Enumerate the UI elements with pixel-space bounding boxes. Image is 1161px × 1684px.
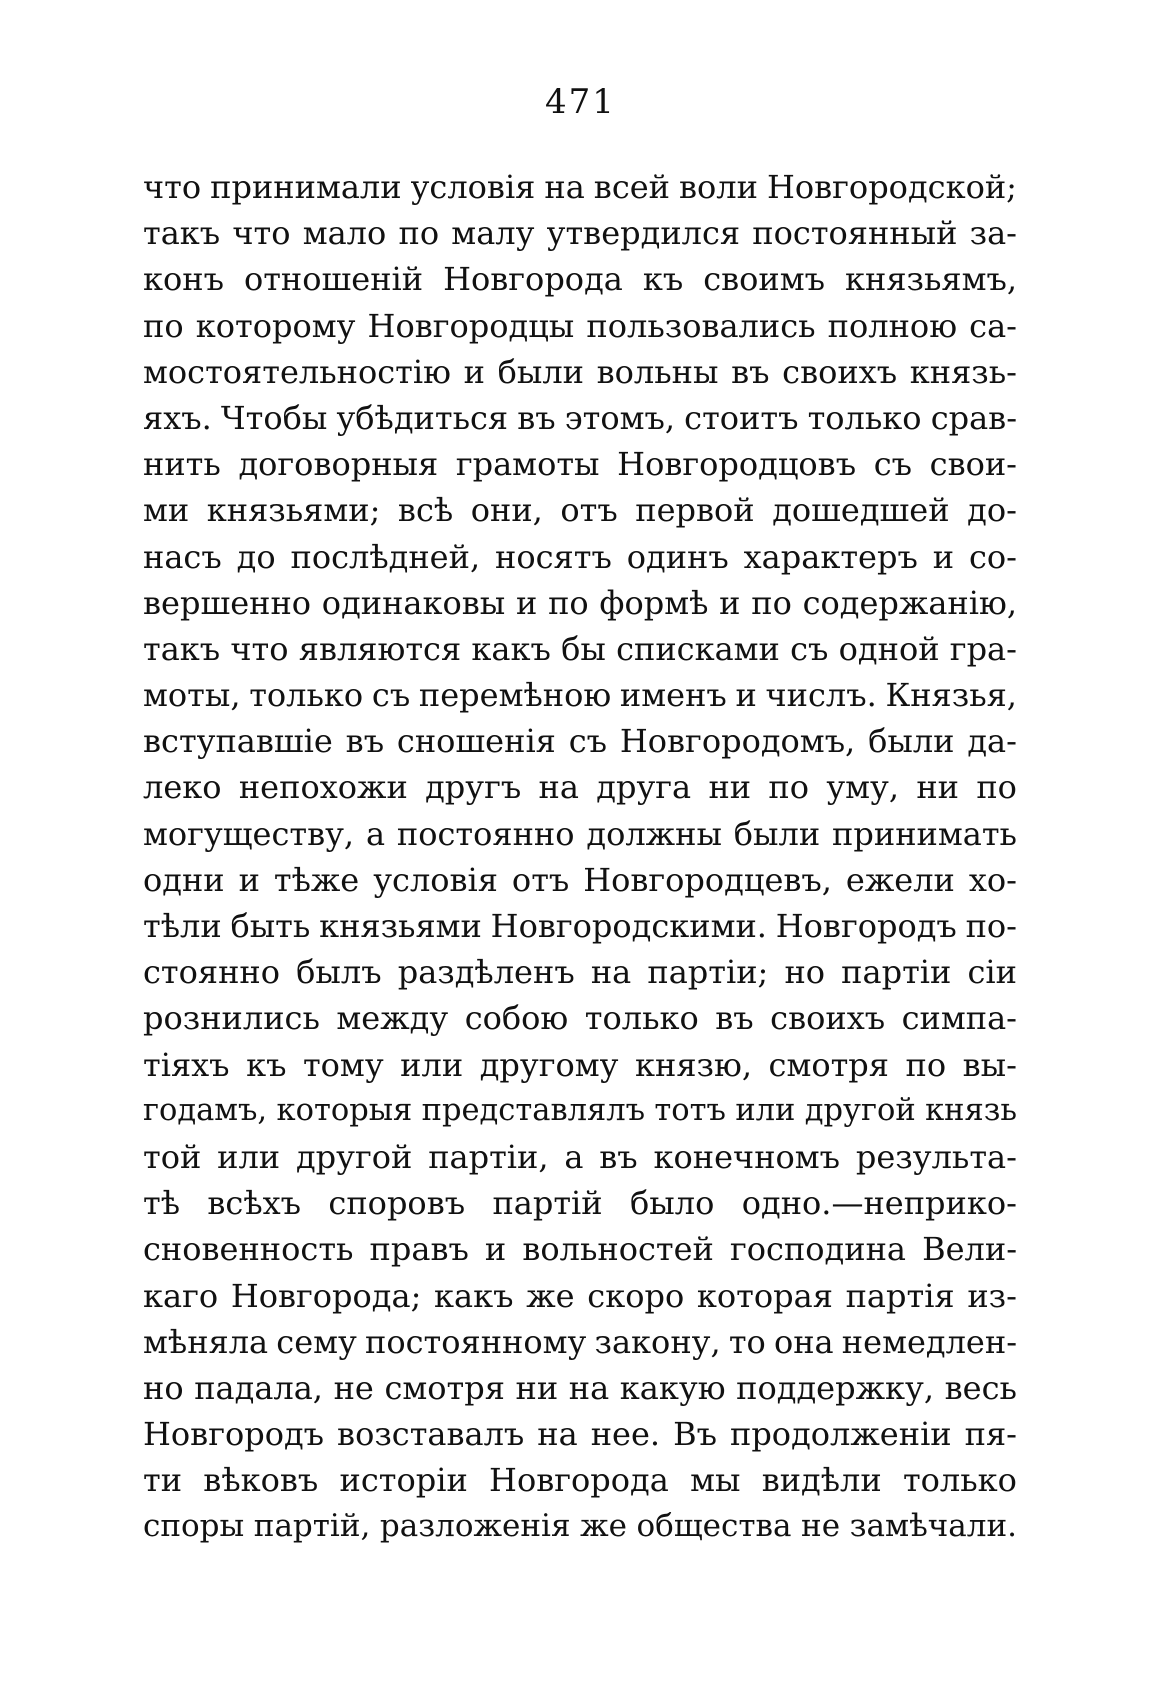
- word: одной: [838, 629, 940, 668]
- word: Новгорода: [489, 1461, 669, 1500]
- word: партіи;: [647, 953, 769, 992]
- word: Новгорода: [443, 260, 623, 299]
- word: правъ: [369, 1230, 469, 1269]
- word: всѣ: [397, 491, 454, 530]
- word: воли: [679, 168, 758, 206]
- word: из-: [967, 1276, 1017, 1315]
- word: содержанію,: [802, 583, 1017, 622]
- word: яхъ.: [143, 398, 212, 437]
- word: что: [143, 168, 202, 206]
- word: партіи: [841, 953, 952, 992]
- word: годамъ,: [143, 1092, 268, 1128]
- text-line: [143, 164, 1017, 210]
- text-line: [143, 1226, 1017, 1272]
- word: другъ: [425, 768, 522, 807]
- word: съ: [568, 722, 607, 761]
- word: только: [584, 999, 699, 1038]
- word: формѣ: [599, 583, 709, 622]
- text-line: [143, 210, 1017, 256]
- text-line: [143, 1088, 1017, 1134]
- word: она: [773, 1322, 834, 1361]
- word: такъ: [143, 629, 221, 668]
- text-line: [143, 672, 1017, 718]
- word: результа-: [855, 1137, 1017, 1176]
- word: принимать: [832, 814, 1017, 853]
- word: или: [217, 1137, 281, 1176]
- word: какъ: [471, 629, 551, 668]
- word: каго: [143, 1276, 219, 1315]
- word: тѣли: [143, 907, 222, 945]
- word: ни: [916, 768, 959, 807]
- word: между: [336, 999, 449, 1038]
- word: ни: [708, 768, 752, 807]
- word: вступавшіе: [143, 722, 333, 761]
- word: ни: [515, 1368, 559, 1407]
- word: возставалъ: [337, 1415, 525, 1454]
- word: Новгородъ: [143, 1415, 325, 1454]
- word: господина: [729, 1230, 906, 1269]
- word: мостоятельностію: [143, 352, 451, 391]
- word: условія: [410, 168, 536, 206]
- word: срав-: [930, 398, 1017, 437]
- word: Новгородцы: [367, 306, 575, 345]
- word: которая: [696, 1276, 833, 1315]
- word: и: [463, 352, 485, 391]
- text-line: [143, 1134, 1017, 1180]
- word: партія: [845, 1276, 955, 1315]
- word: стоитъ: [684, 398, 799, 437]
- word: грамоты: [455, 445, 600, 484]
- text-line: [143, 1365, 1017, 1411]
- word: вольностей: [522, 1230, 714, 1269]
- word: тотъ: [654, 1092, 726, 1128]
- word: списками: [616, 629, 780, 668]
- text-line: [143, 903, 1017, 949]
- word: Чтобы: [220, 398, 328, 437]
- word: своихъ: [770, 999, 886, 1038]
- word: съ: [873, 445, 912, 484]
- word: леко: [143, 768, 222, 807]
- word: партій: [492, 1184, 603, 1223]
- word: всѣхъ: [207, 1184, 302, 1223]
- word: мѣняла: [143, 1322, 269, 1361]
- word: постоянному: [365, 1322, 587, 1361]
- word: мы: [690, 1461, 741, 1500]
- word: тѣже: [273, 860, 360, 899]
- word: до-: [967, 491, 1017, 530]
- word: рознились: [143, 999, 320, 1038]
- word: собою: [464, 999, 569, 1038]
- word: не: [801, 1508, 841, 1545]
- word: конечномъ: [653, 1137, 841, 1176]
- word: послѣдней,: [290, 537, 481, 576]
- word: носятъ: [495, 537, 612, 576]
- word: постоянно: [396, 814, 575, 853]
- word: нее.: [590, 1415, 661, 1454]
- word: что: [230, 629, 289, 668]
- word: хо-: [968, 860, 1017, 899]
- word: князьями;: [206, 491, 381, 530]
- word: съ: [790, 629, 829, 668]
- word: ми: [143, 491, 190, 530]
- word: другой: [804, 1092, 916, 1128]
- word: тѣ: [143, 1184, 180, 1223]
- word: характеръ: [743, 537, 918, 576]
- word: разложенія: [379, 1508, 571, 1545]
- word: на: [544, 168, 585, 206]
- word: споры: [143, 1508, 245, 1545]
- word: къ: [246, 1045, 287, 1084]
- word: было: [630, 1184, 715, 1223]
- word: должны: [586, 814, 722, 853]
- word: принимали: [210, 168, 402, 206]
- word: отъ: [511, 860, 570, 899]
- word: именъ: [619, 676, 727, 715]
- word: какъ: [434, 1276, 514, 1315]
- page-number: 471: [545, 82, 616, 122]
- text-line: [143, 1180, 1017, 1226]
- word: какую: [619, 1368, 726, 1407]
- word: ти: [143, 1461, 183, 1500]
- word: то: [728, 1322, 766, 1361]
- word: видѣли: [761, 1461, 882, 1500]
- word: нить: [143, 445, 221, 484]
- word: отъ: [560, 491, 618, 530]
- word: исторіи: [339, 1461, 468, 1500]
- word: были: [497, 352, 584, 391]
- word: только: [249, 676, 364, 715]
- word: не: [333, 1368, 374, 1407]
- word: споровъ: [328, 1184, 466, 1223]
- word: являются: [298, 629, 462, 668]
- body-text: [143, 164, 1017, 1550]
- word: за-: [969, 214, 1017, 253]
- word: вольны: [596, 352, 719, 391]
- word: постоянный: [752, 214, 958, 253]
- word: договорныя: [238, 445, 439, 484]
- word: сему: [276, 1322, 357, 1361]
- word: князьямъ,: [844, 260, 1017, 299]
- word: князьями: [319, 907, 482, 945]
- word: въ: [517, 398, 556, 437]
- word: по: [751, 583, 792, 622]
- word: стоянно: [143, 953, 280, 992]
- text-line: [143, 580, 1017, 626]
- word: раздѣленъ: [397, 953, 575, 992]
- word: и: [735, 676, 757, 715]
- word: немедлен-: [841, 1322, 1017, 1361]
- word: пользовались: [586, 306, 816, 345]
- text-line: [143, 1319, 1017, 1365]
- word: первой: [635, 491, 755, 530]
- word: и: [719, 583, 741, 622]
- word: представлялъ: [421, 1092, 646, 1128]
- word: смотря: [384, 1368, 505, 1407]
- word: но: [784, 953, 826, 992]
- word: Вели-: [922, 1230, 1017, 1269]
- text-line: [143, 1273, 1017, 1319]
- word: тіяхъ: [143, 1045, 230, 1084]
- text-line: [143, 256, 1017, 302]
- word: падала,: [194, 1368, 323, 1407]
- word: къ: [642, 260, 684, 299]
- word: гра-: [949, 629, 1017, 668]
- word: въ: [599, 1137, 638, 1176]
- word: Новгородомъ,: [619, 722, 856, 761]
- word: другому: [479, 1045, 619, 1084]
- word: партіи,: [428, 1137, 549, 1176]
- word: отношеній: [243, 260, 424, 299]
- word: же: [526, 1276, 575, 1315]
- word: мало: [302, 214, 387, 253]
- word: и: [516, 583, 538, 622]
- word: полною: [827, 306, 958, 345]
- text-line: [143, 534, 1017, 580]
- word: утвердился: [546, 214, 741, 253]
- word: по: [905, 1045, 947, 1084]
- word: только: [807, 398, 922, 437]
- word: одно.—неприко-: [741, 1184, 1017, 1223]
- word: а: [365, 814, 386, 853]
- word: по-: [965, 907, 1017, 945]
- text-line: [143, 1042, 1017, 1088]
- word: пя-: [964, 1415, 1017, 1454]
- word: или: [735, 1092, 796, 1128]
- word: Новгорода;: [230, 1276, 422, 1315]
- word: перемѣною: [418, 676, 612, 715]
- word: симпа-: [901, 999, 1017, 1038]
- word: насъ: [143, 537, 222, 576]
- word: уму,: [826, 768, 900, 807]
- word: же: [580, 1508, 627, 1545]
- word: до: [236, 537, 276, 576]
- word: непохожи: [238, 768, 408, 807]
- text-line: [143, 1411, 1017, 1457]
- word: что: [232, 214, 291, 253]
- word: сновенность: [143, 1230, 354, 1269]
- word: но: [143, 1368, 184, 1407]
- word: въ: [731, 352, 770, 391]
- word: быть: [230, 907, 311, 945]
- word: одинъ: [626, 537, 729, 576]
- word: числъ.: [765, 676, 877, 715]
- word: друга: [596, 768, 692, 807]
- text-line: [143, 441, 1017, 487]
- text-line: [143, 995, 1017, 1041]
- word: всей: [593, 168, 670, 206]
- word: общества: [636, 1508, 792, 1545]
- word: а: [564, 1137, 584, 1176]
- word: только: [902, 1461, 1017, 1500]
- word: въ: [715, 999, 754, 1038]
- word: дошедшей: [772, 491, 950, 530]
- word: убѣдиться: [336, 398, 509, 437]
- word: Въ: [673, 1415, 717, 1454]
- text-line: [143, 1503, 1017, 1549]
- word: той: [143, 1137, 202, 1176]
- word: съ: [371, 676, 411, 715]
- word: по: [976, 768, 1017, 807]
- word: да-: [967, 722, 1017, 761]
- text-line: [143, 949, 1017, 995]
- word: другой: [295, 1137, 413, 1176]
- word: сіи: [967, 953, 1017, 992]
- text-line: [143, 1457, 1017, 1503]
- text-line: [143, 626, 1017, 672]
- word: Новгородцовъ: [617, 445, 857, 484]
- word: и: [238, 860, 260, 899]
- word: Новгородскими.: [490, 907, 767, 945]
- word: со-: [968, 537, 1017, 576]
- text-line: [143, 811, 1017, 857]
- word: малу: [451, 214, 535, 253]
- word: по: [768, 768, 809, 807]
- word: вершенно: [143, 583, 312, 622]
- word: свои-: [929, 445, 1017, 484]
- word: Новгородцевъ,: [583, 860, 832, 899]
- word: тому: [302, 1045, 384, 1084]
- word: своимъ: [703, 260, 825, 299]
- word: такъ: [143, 214, 221, 253]
- word: смотря: [768, 1045, 889, 1084]
- word: са-: [969, 306, 1017, 345]
- word: по: [143, 306, 184, 345]
- word: сношенія: [396, 722, 556, 761]
- word: князю,: [634, 1045, 752, 1084]
- word: въ: [345, 722, 385, 761]
- word: они,: [470, 491, 543, 530]
- word: которыя: [276, 1092, 413, 1128]
- word: весь: [944, 1368, 1017, 1407]
- word: поддержку,: [736, 1368, 935, 1407]
- word: на: [538, 768, 579, 807]
- word: были: [868, 722, 955, 761]
- word: князь-: [909, 352, 1017, 391]
- word: князь: [925, 1092, 1017, 1128]
- word: на: [568, 1368, 610, 1407]
- word: этомъ,: [564, 398, 676, 437]
- text-line: [143, 349, 1017, 395]
- word: ежели: [845, 860, 955, 899]
- word: могуществу,: [143, 814, 355, 853]
- text-line: [143, 764, 1017, 810]
- word: замѣчали.: [849, 1508, 1017, 1545]
- word: продолженіи: [729, 1415, 952, 1454]
- word: скоро: [587, 1276, 685, 1315]
- text-line: [143, 857, 1017, 903]
- word: были: [733, 814, 821, 853]
- word: по: [398, 214, 440, 253]
- word: и: [932, 537, 955, 576]
- word: бы: [561, 629, 606, 668]
- text-line: [143, 718, 1017, 764]
- word: одинаковы: [321, 583, 506, 622]
- word: по: [548, 583, 589, 622]
- word: Новгородской;: [766, 168, 1017, 206]
- word: конъ: [143, 260, 224, 299]
- word: партій,: [253, 1508, 371, 1545]
- word: условія: [373, 860, 498, 899]
- word: моты,: [143, 676, 241, 715]
- word: на: [590, 953, 632, 992]
- text-line: [143, 303, 1017, 349]
- word: или: [400, 1045, 464, 1084]
- text-line: [143, 395, 1017, 441]
- word: своихъ: [782, 352, 898, 391]
- word: на: [537, 1415, 578, 1454]
- word: одни: [143, 860, 225, 899]
- word: Новгородъ: [775, 907, 957, 945]
- word: Князья,: [885, 676, 1017, 715]
- text-line: [143, 487, 1017, 533]
- word: и: [484, 1230, 507, 1269]
- word: вы-: [962, 1045, 1017, 1084]
- word: былъ: [296, 953, 382, 992]
- word: которому: [195, 306, 356, 345]
- word: вѣковъ: [203, 1461, 319, 1500]
- word: закону,: [594, 1322, 721, 1361]
